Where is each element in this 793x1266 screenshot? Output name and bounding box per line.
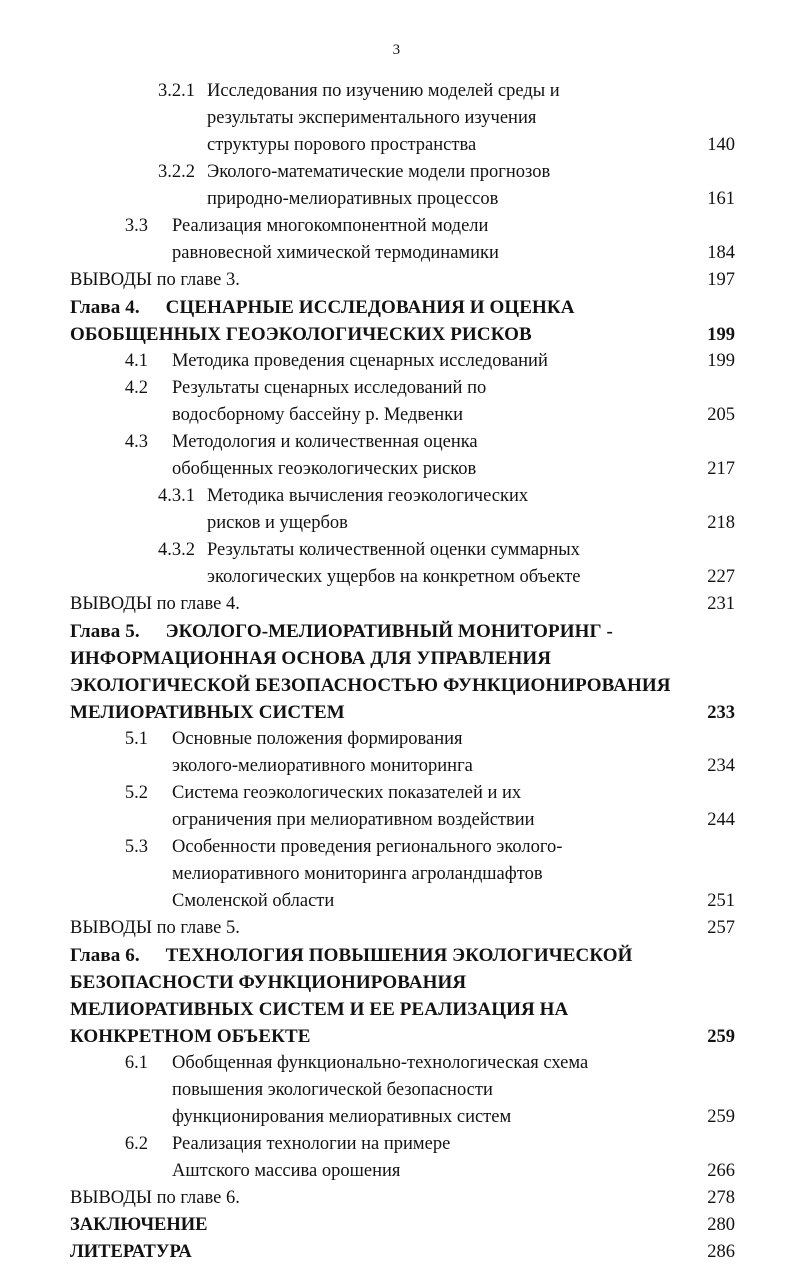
toc-entry-line — [70, 456, 735, 483]
toc-entry-number: 3.3 — [124, 216, 148, 236]
toc-entry-page-number: 259 — [707, 1027, 735, 1047]
toc-entry-line — [70, 267, 735, 294]
toc-entry-page-number: 278 — [707, 1188, 735, 1208]
toc-entry-page-number: 251 — [707, 891, 735, 911]
toc-entry-title: ЗАКЛЮЧЕНИЕ — [70, 1215, 208, 1235]
toc-entry[interactable] — [70, 375, 735, 429]
toc-entry-line — [70, 240, 735, 267]
toc-entry-title: эколого-мелиоративного мониторинга — [172, 756, 473, 776]
toc-entry-line — [70, 132, 735, 159]
toc-entry-number: 4.2 — [124, 378, 148, 398]
toc-entry-number: 6.1 — [124, 1053, 148, 1073]
toc-entry-title: ИНФОРМАЦИОННАЯ ОСНОВА ДЛЯ УПРАВЛЕНИЯ — [70, 648, 552, 669]
toc-entry-line — [70, 996, 735, 1023]
toc-entry-line — [70, 915, 735, 942]
toc-entry-line — [70, 807, 735, 834]
toc-entry-title: МЕЛИОРАТИВНЫХ СИСТЕМ — [70, 702, 345, 723]
toc-entry-title: Методология и количественная оценка — [172, 432, 478, 452]
toc-entry-line — [70, 861, 735, 888]
toc-entry-line — [70, 1023, 735, 1050]
toc-entry-title: ограничения при мелиоративном воздействии — [172, 810, 535, 830]
toc-entry-page-number: 199 — [707, 351, 735, 371]
toc-entry-page-number: 161 — [707, 189, 735, 209]
toc-entry-title: функционирования мелиоративных систем — [172, 1107, 512, 1127]
toc-entry-number: 4.3.1 — [158, 486, 195, 506]
toc-entry-title: природно-мелиоративных процессов — [207, 189, 499, 209]
toc-entry-line — [70, 213, 735, 240]
toc-entry-line — [70, 1131, 735, 1158]
toc-entry-line — [70, 510, 735, 537]
toc-entry-title: ОБОБЩЕННЫХ ГЕОЭКОЛОГИЧЕСКИХ РИСКОВ — [70, 324, 532, 345]
toc-entry-line — [70, 537, 735, 564]
toc-entry-title: ВЫВОДЫ по главе 5. — [70, 918, 240, 938]
toc-chapter-label: Глава 6. — [70, 945, 140, 966]
toc-entry[interactable] — [70, 294, 735, 348]
page-number: 3 — [392, 42, 401, 58]
toc-entry[interactable] — [70, 1239, 735, 1266]
toc-entry-title: Результаты количественной оценки суммарных — [207, 540, 580, 560]
toc-entry-page-number: 244 — [707, 810, 735, 830]
toc-entry[interactable] — [70, 213, 735, 267]
toc-entry-line — [70, 321, 735, 348]
toc-entry-number: 4.1 — [124, 351, 148, 371]
toc-entry[interactable] — [70, 429, 735, 483]
toc-entry-line — [70, 591, 735, 618]
toc-entry-number: 5.1 — [124, 729, 148, 749]
toc-entry-title: МЕЛИОРАТИВНЫХ СИСТЕМ И ЕЕ РЕАЛИЗАЦИЯ НА — [70, 999, 569, 1020]
toc-entry-title: Глава 5. ЭКОЛОГО-МЕЛИОРАТИВНЫЙ МОНИТОРИНГ - — [70, 618, 677, 645]
toc-entry[interactable] — [70, 834, 735, 915]
toc-entry-page-number: 266 — [707, 1161, 735, 1181]
toc-entry-line — [70, 402, 735, 429]
toc-entry-page-number: 217 — [707, 459, 735, 479]
toc-entry-line — [70, 888, 735, 915]
toc-entry-title: ЭКОЛОГИЧЕСКОЙ БЕЗОПАСНОСТЬЮ ФУНКЦИОНИРОВАНИЯ — [70, 675, 671, 696]
toc-entry[interactable] — [70, 78, 735, 159]
toc-entry[interactable] — [70, 1131, 735, 1185]
toc-entry-title: ЛИТЕРАТУРА — [70, 1242, 192, 1262]
toc-entry-title: Аштского массива орошения — [172, 1161, 401, 1181]
toc-entry-title: Методика проведения сценарных исследований — [172, 351, 548, 371]
toc-entry-line — [70, 834, 735, 861]
toc-entry-title: Эколого-математические модели прогнозов — [207, 162, 551, 182]
toc-entry[interactable] — [70, 1212, 735, 1239]
toc-entry-page-number: 205 — [707, 405, 735, 425]
toc-entry-title: Результаты сценарных исследований по — [172, 378, 487, 398]
toc-entry-page-number: 286 — [707, 1242, 735, 1262]
toc-entry-line — [70, 699, 735, 726]
toc-entry-line — [70, 1050, 735, 1077]
toc-entry-line — [70, 618, 735, 645]
toc-entry-page-number: 140 — [707, 135, 735, 155]
toc-entry-number: 3.2.2 — [158, 162, 195, 182]
toc-entry[interactable] — [70, 726, 735, 780]
toc-entry-title: Исследования по изучению моделей среды и — [207, 81, 560, 101]
toc-entry-title: равновесной химической термодинамики — [172, 243, 499, 263]
toc-entry-line — [70, 1158, 735, 1185]
toc-entry-line — [70, 159, 735, 186]
toc-entry-title: КОНКРЕТНОМ ОБЪЕКТЕ — [70, 1026, 311, 1047]
toc-entry-line — [70, 1239, 735, 1266]
toc-entry-page-number: 233 — [707, 703, 735, 723]
toc-entry[interactable] — [70, 780, 735, 834]
toc-entry-title: Система геоэкологических показателей и их — [172, 783, 522, 803]
toc-entry-line — [70, 483, 735, 510]
toc-entry-page-number: 259 — [707, 1107, 735, 1127]
toc-entry-title: Обобщенная функционально-технологическая схема — [172, 1053, 589, 1073]
toc-entry-line — [70, 1212, 735, 1239]
toc-entry-line — [70, 1077, 735, 1104]
toc-entry-title: повышения экологической безопасности — [172, 1080, 493, 1100]
toc-entry-title: Реализация многокомпонентной модели — [172, 216, 489, 236]
toc-entry-page-number: 199 — [707, 325, 735, 345]
toc-entry-line — [70, 753, 735, 780]
toc-entry-title: Особенности проведения регионального эколого- — [172, 837, 563, 857]
toc-entry-title: ВЫВОДЫ по главе 6. — [70, 1188, 240, 1208]
toc-entry-page-number: 231 — [707, 594, 735, 614]
toc-entry-number: 4.3.2 — [158, 540, 195, 560]
toc-entry-line — [70, 645, 735, 672]
toc-entry-title: экологических ущербов на конкретном объекте — [207, 567, 581, 587]
toc-entry-title: Глава 6. ТЕХНОЛОГИЯ ПОВЫШЕНИЯ ЭКОЛОГИЧЕСКОЙ — [70, 942, 677, 969]
toc-entry-number: 4.3 — [124, 432, 148, 452]
toc-entry-title: обобщенных геоэкологических рисков — [172, 459, 477, 479]
toc-entry-line — [70, 186, 735, 213]
toc-entry-page-number: 227 — [707, 567, 735, 587]
toc-entry-page-number: 184 — [707, 243, 735, 263]
toc-entry[interactable] — [70, 1050, 735, 1131]
toc-entry-number: 5.2 — [124, 783, 148, 803]
toc-entry-title: Смоленской области — [172, 891, 335, 911]
toc-entry-title: структуры порового пространства — [207, 135, 477, 155]
toc-entry[interactable] — [70, 159, 735, 213]
toc-entry[interactable] — [70, 942, 735, 1050]
toc-chapter-label: Глава 4. — [70, 297, 140, 318]
toc-entry-title: БЕЗОПАСНОСТИ ФУНКЦИОНИРОВАНИЯ — [70, 972, 467, 993]
table-of-contents — [70, 78, 735, 1266]
toc-entry-line — [70, 942, 735, 969]
toc-entry-title: Реализация технологии на примере — [172, 1134, 451, 1154]
toc-entry-number: 5.3 — [124, 837, 148, 857]
toc-entry-title: Основные положения формирования — [172, 729, 463, 749]
toc-entry-line — [70, 1185, 735, 1212]
toc-entry-line — [70, 780, 735, 807]
toc-entry-line — [70, 375, 735, 402]
toc-entry-number: 3.2.1 — [158, 81, 195, 101]
toc-entry-title: водосборному бассейну р. Медвенки — [172, 405, 464, 425]
toc-entry-title: мелиоративного мониторинга агроландшафтов — [172, 864, 543, 884]
toc-entry[interactable] — [70, 618, 735, 726]
toc-entry-line — [70, 294, 735, 321]
toc-entry-line — [70, 672, 735, 699]
toc-entry[interactable] — [70, 915, 735, 942]
toc-entry-title: Глава 4. СЦЕНАРНЫЕ ИССЛЕДОВАНИЯ И ОЦЕНКА — [70, 294, 677, 321]
toc-entry-title: рисков и ущербов — [207, 513, 348, 533]
toc-entry-line — [70, 726, 735, 753]
toc-entry[interactable] — [70, 483, 735, 537]
toc-entry-page-number: 257 — [707, 918, 735, 938]
toc-entry[interactable] — [70, 1185, 735, 1212]
toc-entry-line — [70, 969, 735, 996]
toc-entry-line — [70, 105, 735, 132]
toc-entry-page-number: 197 — [707, 270, 735, 290]
toc-chapter-label: Глава 5. — [70, 621, 140, 642]
toc-entry-title: ВЫВОДЫ по главе 3. — [70, 270, 240, 290]
toc-entry-line — [70, 78, 735, 105]
toc-entry-line — [70, 348, 735, 375]
toc-entry-title: Методика вычисления геоэкологических — [207, 486, 529, 506]
toc-entry[interactable] — [70, 348, 735, 375]
toc-entry-title: результаты экспериментального изучения — [207, 108, 537, 128]
toc-entry-page-number: 218 — [707, 513, 735, 533]
toc-entry[interactable] — [70, 267, 735, 294]
toc-entry-page-number: 280 — [707, 1215, 735, 1235]
toc-entry-line — [70, 429, 735, 456]
toc-entry[interactable] — [70, 537, 735, 591]
toc-entry-line — [70, 1104, 735, 1131]
toc-entry-title: ВЫВОДЫ по главе 4. — [70, 594, 240, 614]
toc-entry-number: 6.2 — [124, 1134, 148, 1154]
toc-entry-page-number: 234 — [707, 756, 735, 776]
toc-entry[interactable] — [70, 591, 735, 618]
toc-entry-line — [70, 564, 735, 591]
